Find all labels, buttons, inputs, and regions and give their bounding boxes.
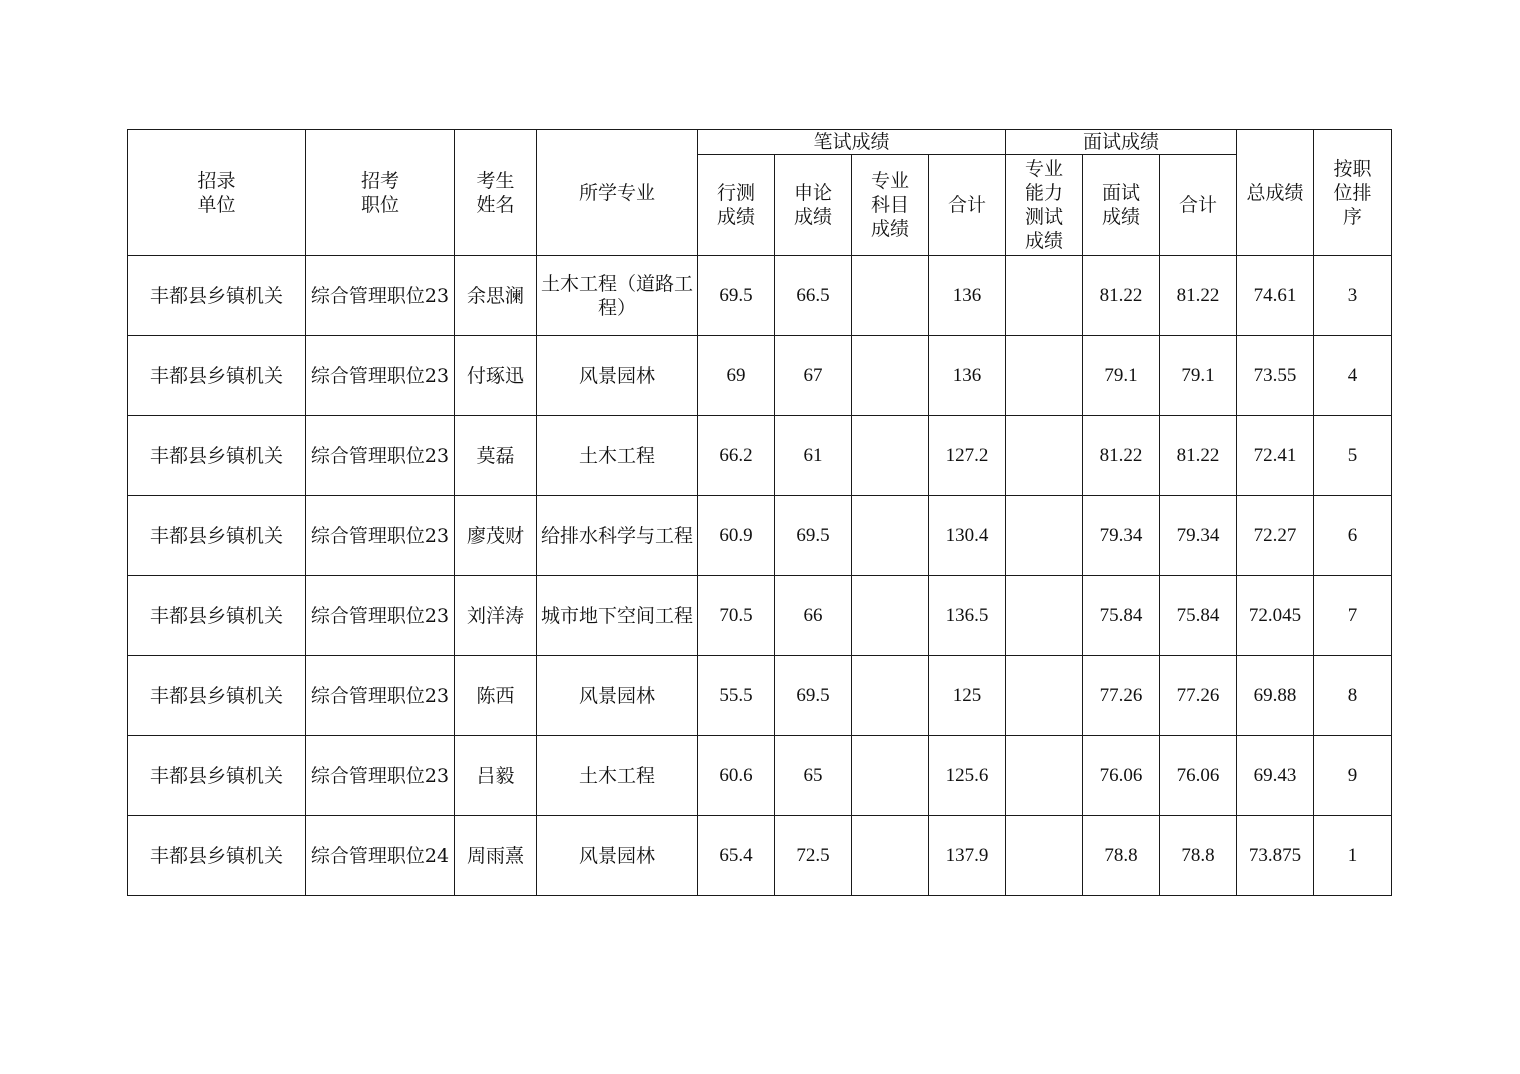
cell-written-total: 127.2 [929, 416, 1006, 496]
cell-professional-subject [852, 256, 929, 336]
cell-ability-test [1006, 816, 1083, 896]
cell-interview-total: 77.26 [1160, 656, 1237, 736]
table-row [128, 416, 1392, 496]
header-major: 所学专业 [537, 130, 698, 256]
table-row [128, 496, 1392, 576]
cell-unit: 丰都县乡镇机关 [128, 576, 306, 656]
cell-position: 综合管理职位23 [306, 336, 455, 416]
cell-major: 风景园林 [537, 336, 698, 416]
cell-unit: 丰都县乡镇机关 [128, 256, 306, 336]
cell-ability-test [1006, 576, 1083, 656]
header-unit: 招录 单位 [128, 130, 306, 256]
cell-written-total: 125.6 [929, 736, 1006, 816]
cell-rank: 9 [1314, 736, 1392, 816]
header-rank: 按职 位排 序 [1314, 130, 1392, 256]
cell-position: 综合管理职位23 [306, 256, 455, 336]
header-name: 考生 姓名 [455, 130, 537, 256]
cell-unit: 丰都县乡镇机关 [128, 816, 306, 896]
cell-shenlun: 69.5 [775, 496, 852, 576]
cell-professional-subject [852, 336, 929, 416]
cell-interview-total: 76.06 [1160, 736, 1237, 816]
header-shenlun: 申论 成绩 [775, 155, 852, 256]
table-header [128, 130, 1392, 256]
cell-professional-subject [852, 816, 929, 896]
cell-total-score: 73.55 [1237, 336, 1314, 416]
cell-rank: 6 [1314, 496, 1392, 576]
cell-ability-test [1006, 336, 1083, 416]
cell-shenlun: 66 [775, 576, 852, 656]
cell-shenlun: 72.5 [775, 816, 852, 896]
cell-position: 综合管理职位23 [306, 736, 455, 816]
cell-ability-test [1006, 416, 1083, 496]
cell-major: 土木工程（道路工程） [537, 256, 698, 336]
cell-major: 风景园林 [537, 816, 698, 896]
header-interview-score: 面试 成绩 [1083, 155, 1160, 256]
cell-interview-total: 81.22 [1160, 416, 1237, 496]
cell-xingce: 60.6 [698, 736, 775, 816]
cell-interview-score: 79.1 [1083, 336, 1160, 416]
cell-name: 莫磊 [455, 416, 537, 496]
cell-position: 综合管理职位23 [306, 576, 455, 656]
cell-major: 土木工程 [537, 736, 698, 816]
cell-xingce: 66.2 [698, 416, 775, 496]
cell-written-total: 136 [929, 256, 1006, 336]
cell-unit: 丰都县乡镇机关 [128, 496, 306, 576]
cell-total-score: 72.27 [1237, 496, 1314, 576]
cell-written-total: 136.5 [929, 576, 1006, 656]
cell-unit: 丰都县乡镇机关 [128, 656, 306, 736]
header-written-total: 合计 [929, 155, 1006, 256]
cell-rank: 7 [1314, 576, 1392, 656]
cell-unit: 丰都县乡镇机关 [128, 416, 306, 496]
cell-major: 风景园林 [537, 656, 698, 736]
cell-rank: 1 [1314, 816, 1392, 896]
cell-xingce: 60.9 [698, 496, 775, 576]
cell-written-total: 125 [929, 656, 1006, 736]
cell-shenlun: 67 [775, 336, 852, 416]
cell-ability-test [1006, 656, 1083, 736]
cell-total-score: 72.045 [1237, 576, 1314, 656]
cell-unit: 丰都县乡镇机关 [128, 336, 306, 416]
cell-major: 给排水科学与工程 [537, 496, 698, 576]
cell-total-score: 69.88 [1237, 656, 1314, 736]
cell-professional-subject [852, 656, 929, 736]
cell-total-score: 74.61 [1237, 256, 1314, 336]
header-interview-group: 面试成绩 [1006, 130, 1237, 155]
cell-name: 刘洋涛 [455, 576, 537, 656]
cell-shenlun: 69.5 [775, 656, 852, 736]
cell-total-score: 72.41 [1237, 416, 1314, 496]
cell-total-score: 69.43 [1237, 736, 1314, 816]
header-professional-subject: 专业 科目 成绩 [852, 155, 929, 256]
cell-major: 城市地下空间工程 [537, 576, 698, 656]
cell-position: 综合管理职位23 [306, 496, 455, 576]
cell-xingce: 55.5 [698, 656, 775, 736]
cell-ability-test [1006, 256, 1083, 336]
cell-interview-score: 76.06 [1083, 736, 1160, 816]
cell-interview-score: 77.26 [1083, 656, 1160, 736]
cell-ability-test [1006, 736, 1083, 816]
cell-shenlun: 66.5 [775, 256, 852, 336]
cell-position: 综合管理职位24 [306, 816, 455, 896]
cell-name: 陈西 [455, 656, 537, 736]
score-table [127, 129, 1392, 896]
table-row [128, 576, 1392, 656]
cell-rank: 5 [1314, 416, 1392, 496]
cell-professional-subject [852, 576, 929, 656]
cell-xingce: 69 [698, 336, 775, 416]
cell-shenlun: 61 [775, 416, 852, 496]
cell-name: 付琢迅 [455, 336, 537, 416]
cell-interview-score: 81.22 [1083, 416, 1160, 496]
cell-written-total: 137.9 [929, 816, 1006, 896]
cell-name: 吕毅 [455, 736, 537, 816]
cell-ability-test [1006, 496, 1083, 576]
header-interview-total: 合计 [1160, 155, 1237, 256]
cell-total-score: 73.875 [1237, 816, 1314, 896]
table-row [128, 736, 1392, 816]
table-row [128, 816, 1392, 896]
cell-name: 廖茂财 [455, 496, 537, 576]
cell-major: 土木工程 [537, 416, 698, 496]
score-sheet [127, 129, 1392, 896]
cell-interview-total: 75.84 [1160, 576, 1237, 656]
table-row [128, 256, 1392, 336]
cell-interview-score: 78.8 [1083, 816, 1160, 896]
cell-rank: 8 [1314, 656, 1392, 736]
header-written-group: 笔试成绩 [698, 130, 1006, 155]
header-ability-test: 专业 能力 测试 成绩 [1006, 155, 1083, 256]
table-row [128, 656, 1392, 736]
header-position: 招考 职位 [306, 130, 455, 256]
cell-rank: 4 [1314, 336, 1392, 416]
table-row [128, 336, 1392, 416]
cell-professional-subject [852, 496, 929, 576]
cell-written-total: 130.4 [929, 496, 1006, 576]
cell-interview-total: 79.1 [1160, 336, 1237, 416]
cell-shenlun: 65 [775, 736, 852, 816]
cell-interview-score: 75.84 [1083, 576, 1160, 656]
cell-rank: 3 [1314, 256, 1392, 336]
cell-xingce: 70.5 [698, 576, 775, 656]
cell-professional-subject [852, 736, 929, 816]
header-xingce: 行测 成绩 [698, 155, 775, 256]
cell-written-total: 136 [929, 336, 1006, 416]
cell-unit: 丰都县乡镇机关 [128, 736, 306, 816]
cell-interview-total: 79.34 [1160, 496, 1237, 576]
cell-xingce: 65.4 [698, 816, 775, 896]
cell-interview-total: 81.22 [1160, 256, 1237, 336]
cell-interview-total: 78.8 [1160, 816, 1237, 896]
table-body [128, 256, 1392, 896]
cell-name: 周雨熹 [455, 816, 537, 896]
cell-interview-score: 81.22 [1083, 256, 1160, 336]
cell-name: 余思澜 [455, 256, 537, 336]
header-total-score: 总成绩 [1237, 130, 1314, 256]
cell-position: 综合管理职位23 [306, 656, 455, 736]
cell-xingce: 69.5 [698, 256, 775, 336]
cell-position: 综合管理职位23 [306, 416, 455, 496]
cell-interview-score: 79.34 [1083, 496, 1160, 576]
cell-professional-subject [852, 416, 929, 496]
